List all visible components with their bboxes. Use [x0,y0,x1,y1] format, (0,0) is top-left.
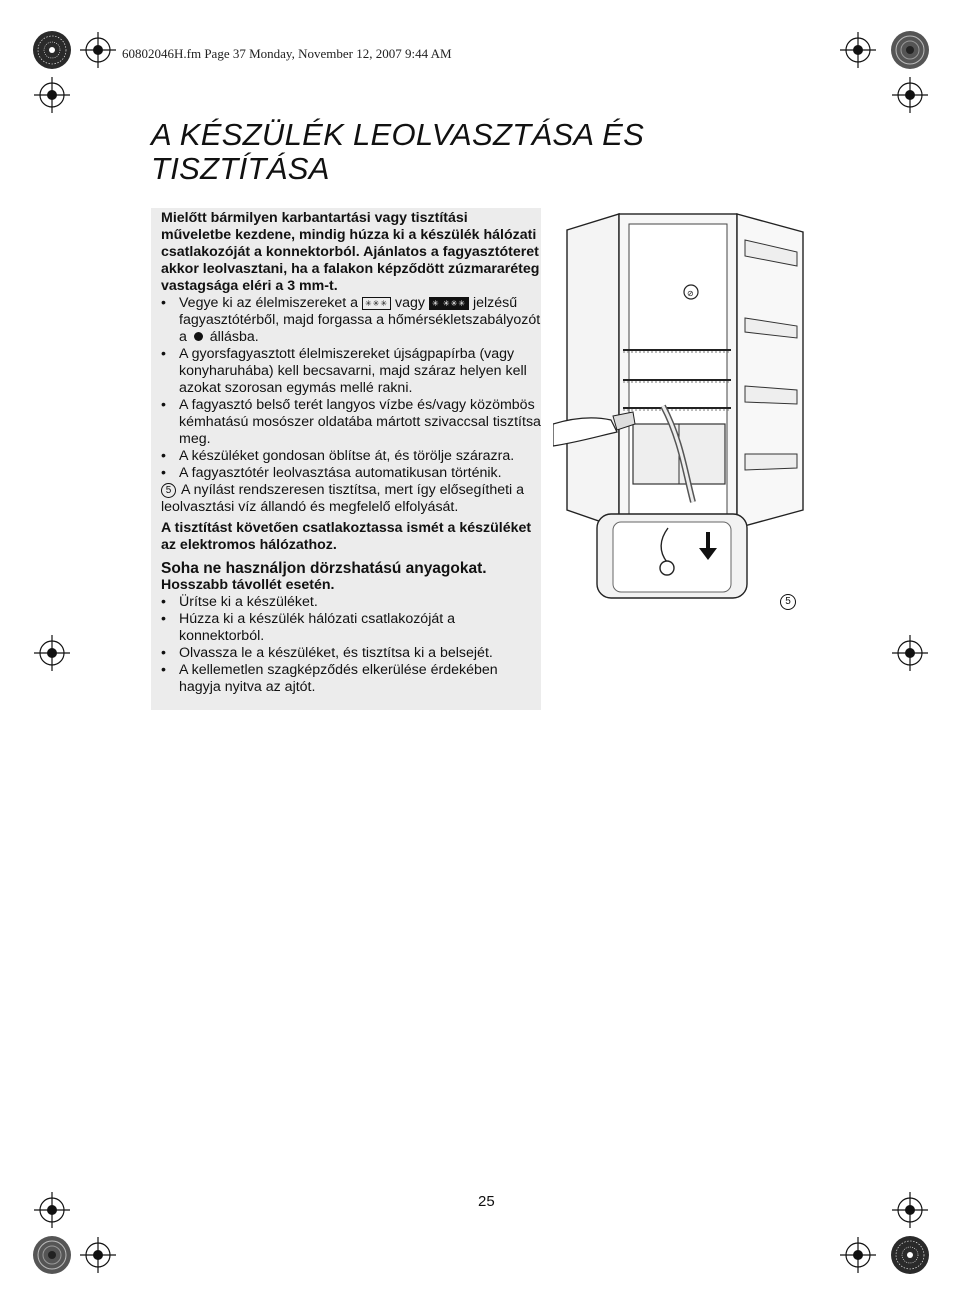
cleaning-steps [161,295,541,482]
drain-text: A nyílást rendszeresen tisztítsa, mert így elősegítheti a leolvasztási víz állandó és megfelelő elfolyását. [161,482,525,515]
registration-mark-icon [34,77,70,113]
refrigerator-illustration [553,210,818,610]
list-item: • Olvassza le a készüléket, és tisztítsa ki a belsejét. [161,645,541,662]
crop-mark-icon [33,1236,71,1274]
list-item [161,295,541,346]
list-item: • Ürítse ki a készüléket. [161,594,541,611]
step-text: jelzésű fagyasztótérből, majd forgassa a hőmérsékletszabályozót a [179,295,541,345]
step-text: állásba. [209,329,259,345]
crop-mark-icon [891,31,929,69]
crop-mark-icon [891,1236,929,1274]
list-item: • A kellemetlen szagképződés elkerülése érdekében hagyja nyitva az ajtót. [161,662,541,696]
drain-note [161,482,541,516]
list-item: • A készüléket gondosan öblítse át, és törölje szárazra. [161,448,541,465]
step-text: vagy [395,295,425,311]
file-header: 60802046H.fm Page 37 Monday, November 12, 2007 9:44 AM [122,46,452,61]
crop-mark-icon [33,31,71,69]
instructions [161,210,541,696]
registration-mark-icon [840,1237,876,1273]
page-number: 25 [478,1193,495,1210]
registration-mark-icon [34,635,70,671]
registration-mark-icon [80,1237,116,1273]
absence-steps [161,594,541,696]
three-star-symbol-icon: ✳✳✳ [362,297,391,310]
intro-text: Mielőtt bármilyen karbantartási vagy tisztítási műveletbe kezdene, mindig húzza ki a készülék hálózati csatlakozóját a konnektorból. Ajánlatos a fagyasztóteret akkor leolvasztani, ha a falakon képződött zúzmararéteg vastagsága eléri a 3 mm-t. [161,210,540,294]
list-item: • A gyorsfagyasztott élelmiszereket újságpapírba (vagy konyharuhába) kell becsavarni, majd száraz helyen kell azokat szorosan egymás mellé rakni. [161,346,541,397]
warning-text: Soha ne használjon dörzshatású anyagokat. [161,560,487,577]
title-line-1: A KÉSZÜLÉK LEOLVASZTÁSA ÉS [151,117,645,152]
registration-mark-icon [892,635,928,671]
step-text: Vegye ki az élelmiszereket a [179,295,359,311]
registration-mark-icon [840,32,876,68]
registration-mark-icon [892,77,928,113]
list-item: • Húzza ki a készülék hálózati csatlakozóját a konnektorból. [161,611,541,645]
registration-mark-icon [34,1192,70,1228]
figure-label [780,591,796,610]
off-position-dot-icon [194,332,203,341]
absence-heading: Hosszabb távollét esetén. [161,577,335,593]
page-title [151,118,711,186]
title-line-2: TISZTÍTÁSA [151,151,330,186]
registration-mark-icon [892,1192,928,1228]
registration-mark-icon [80,32,116,68]
svg-text:⊘: ⊘ [687,289,694,298]
figure-ref: 5 [161,483,176,498]
after-cleaning-note: A tisztítást követően csatlakoztassa ismét a készüléket az elektromos hálózathoz. [161,520,532,553]
figure-number: 5 [780,594,796,610]
list-item: • A fagyasztó belső terét langyos vízbe és/vagy közömbös kémhatású mosószer oldatába mártott szivaccsal tisztítsa meg. [161,397,541,448]
list-item: • A fagyasztótér leolvasztása automatikusan történik. [161,465,541,482]
four-star-symbol-icon: ✳ ✳✳✳ [429,297,469,310]
